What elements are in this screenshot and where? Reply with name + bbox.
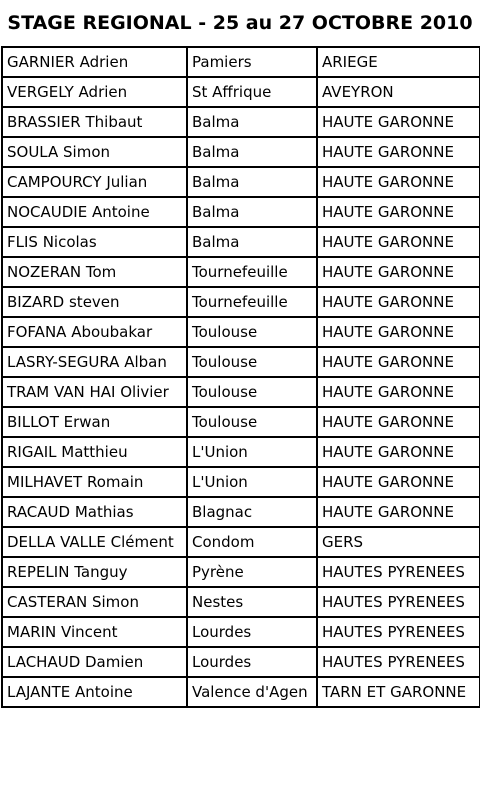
participant-name-cell: BIZARD steven — [2, 287, 187, 317]
table-row — [2, 227, 480, 257]
participant-name-cell: CAMPOURCY Julian — [2, 167, 187, 197]
table-row — [2, 407, 480, 437]
participant-department-cell: HAUTES PYRENEES — [317, 557, 480, 587]
participants-table-body — [2, 47, 480, 707]
participant-city-cell: L'Union — [187, 437, 317, 467]
participant-name-cell: RACAUD Mathias — [2, 497, 187, 527]
participant-name-cell: NOZERAN Tom — [2, 257, 187, 287]
table-row — [2, 257, 480, 287]
participant-city-cell: Condom — [187, 527, 317, 557]
participant-city-cell: St Affrique — [187, 77, 317, 107]
table-row — [2, 167, 480, 197]
table-row — [2, 287, 480, 317]
participant-department-cell: HAUTES PYRENEES — [317, 587, 480, 617]
participant-city-cell: Toulouse — [187, 317, 317, 347]
participant-department-cell: HAUTE GARONNE — [317, 497, 480, 527]
participant-name-cell: RIGAIL Matthieu — [2, 437, 187, 467]
participant-name-cell: BRASSIER Thibaut — [2, 107, 187, 137]
participant-city-cell: Lourdes — [187, 617, 317, 647]
participant-name-cell: LACHAUD Damien — [2, 647, 187, 677]
table-row — [2, 197, 480, 227]
table-row — [2, 377, 480, 407]
document-title: STAGE REGIONAL - 25 au 27 OCTOBRE 2010 — [7, 12, 473, 34]
table-row — [2, 647, 480, 677]
participant-city-cell: Balma — [187, 107, 317, 137]
participant-department-cell: ARIEGE — [317, 47, 480, 77]
participant-name-cell: BILLOT Erwan — [2, 407, 187, 437]
participant-name-cell: SOULA Simon — [2, 137, 187, 167]
participant-name-cell: FLIS Nicolas — [2, 227, 187, 257]
table-row — [2, 317, 480, 347]
participant-department-cell: TARN ET GARONNE — [317, 677, 480, 707]
participant-city-cell: Balma — [187, 227, 317, 257]
table-row — [2, 437, 480, 467]
participant-name-cell: FOFANA Aboubakar — [2, 317, 187, 347]
participant-department-cell: HAUTE GARONNE — [317, 137, 480, 167]
participant-city-cell: Toulouse — [187, 377, 317, 407]
participant-department-cell: HAUTE GARONNE — [317, 437, 480, 467]
participant-name-cell: MILHAVET Romain — [2, 467, 187, 497]
participant-department-cell: HAUTE GARONNE — [317, 317, 480, 347]
table-row — [2, 47, 480, 77]
participant-city-cell: Valence d'Agen — [187, 677, 317, 707]
participant-city-cell: L'Union — [187, 467, 317, 497]
participant-name-cell: MARIN Vincent — [2, 617, 187, 647]
participant-city-cell: Tournefeuille — [187, 257, 317, 287]
participant-department-cell: HAUTES PYRENEES — [317, 617, 480, 647]
table-row — [2, 107, 480, 137]
participant-city-cell: Pyrène — [187, 557, 317, 587]
participant-department-cell: HAUTE GARONNE — [317, 377, 480, 407]
table-row — [2, 77, 480, 107]
participant-city-cell: Balma — [187, 137, 317, 167]
participant-city-cell: Nestes — [187, 587, 317, 617]
participant-department-cell: HAUTE GARONNE — [317, 107, 480, 137]
table-row — [2, 617, 480, 647]
participant-department-cell: GERS — [317, 527, 480, 557]
participant-city-cell: Lourdes — [187, 647, 317, 677]
participant-department-cell: HAUTES PYRENEES — [317, 647, 480, 677]
participant-department-cell: HAUTE GARONNE — [317, 287, 480, 317]
participant-name-cell: CASTERAN Simon — [2, 587, 187, 617]
participant-city-cell: Pamiers — [187, 47, 317, 77]
table-row — [2, 347, 480, 377]
participant-city-cell: Blagnac — [187, 497, 317, 527]
participant-name-cell: REPELIN Tanguy — [2, 557, 187, 587]
participant-department-cell: HAUTE GARONNE — [317, 347, 480, 377]
participant-name-cell: LAJANTE Antoine — [2, 677, 187, 707]
participants-table — [1, 46, 480, 708]
table-row — [2, 467, 480, 497]
participant-department-cell: HAUTE GARONNE — [317, 257, 480, 287]
table-row — [2, 137, 480, 167]
participant-name-cell: VERGELY Adrien — [2, 77, 187, 107]
participant-city-cell: Tournefeuille — [187, 287, 317, 317]
participant-city-cell: Toulouse — [187, 407, 317, 437]
participant-department-cell: HAUTE GARONNE — [317, 407, 480, 437]
participant-department-cell: HAUTE GARONNE — [317, 227, 480, 257]
table-row — [2, 557, 480, 587]
participant-name-cell: NOCAUDIE Antoine — [2, 197, 187, 227]
participant-city-cell: Balma — [187, 197, 317, 227]
participant-name-cell: LASRY-SEGURA Alban — [2, 347, 187, 377]
participant-name-cell: TRAM VAN HAI Olivier — [2, 377, 187, 407]
table-row — [2, 677, 480, 707]
table-row — [2, 527, 480, 557]
table-row — [2, 497, 480, 527]
participant-department-cell: HAUTE GARONNE — [317, 167, 480, 197]
participant-name-cell: GARNIER Adrien — [2, 47, 187, 77]
participant-department-cell: HAUTE GARONNE — [317, 467, 480, 497]
participant-city-cell: Toulouse — [187, 347, 317, 377]
participant-department-cell: AVEYRON — [317, 77, 480, 107]
participant-department-cell: HAUTE GARONNE — [317, 197, 480, 227]
participant-name-cell: DELLA VALLE Clément — [2, 527, 187, 557]
participant-city-cell: Balma — [187, 167, 317, 197]
table-row — [2, 587, 480, 617]
